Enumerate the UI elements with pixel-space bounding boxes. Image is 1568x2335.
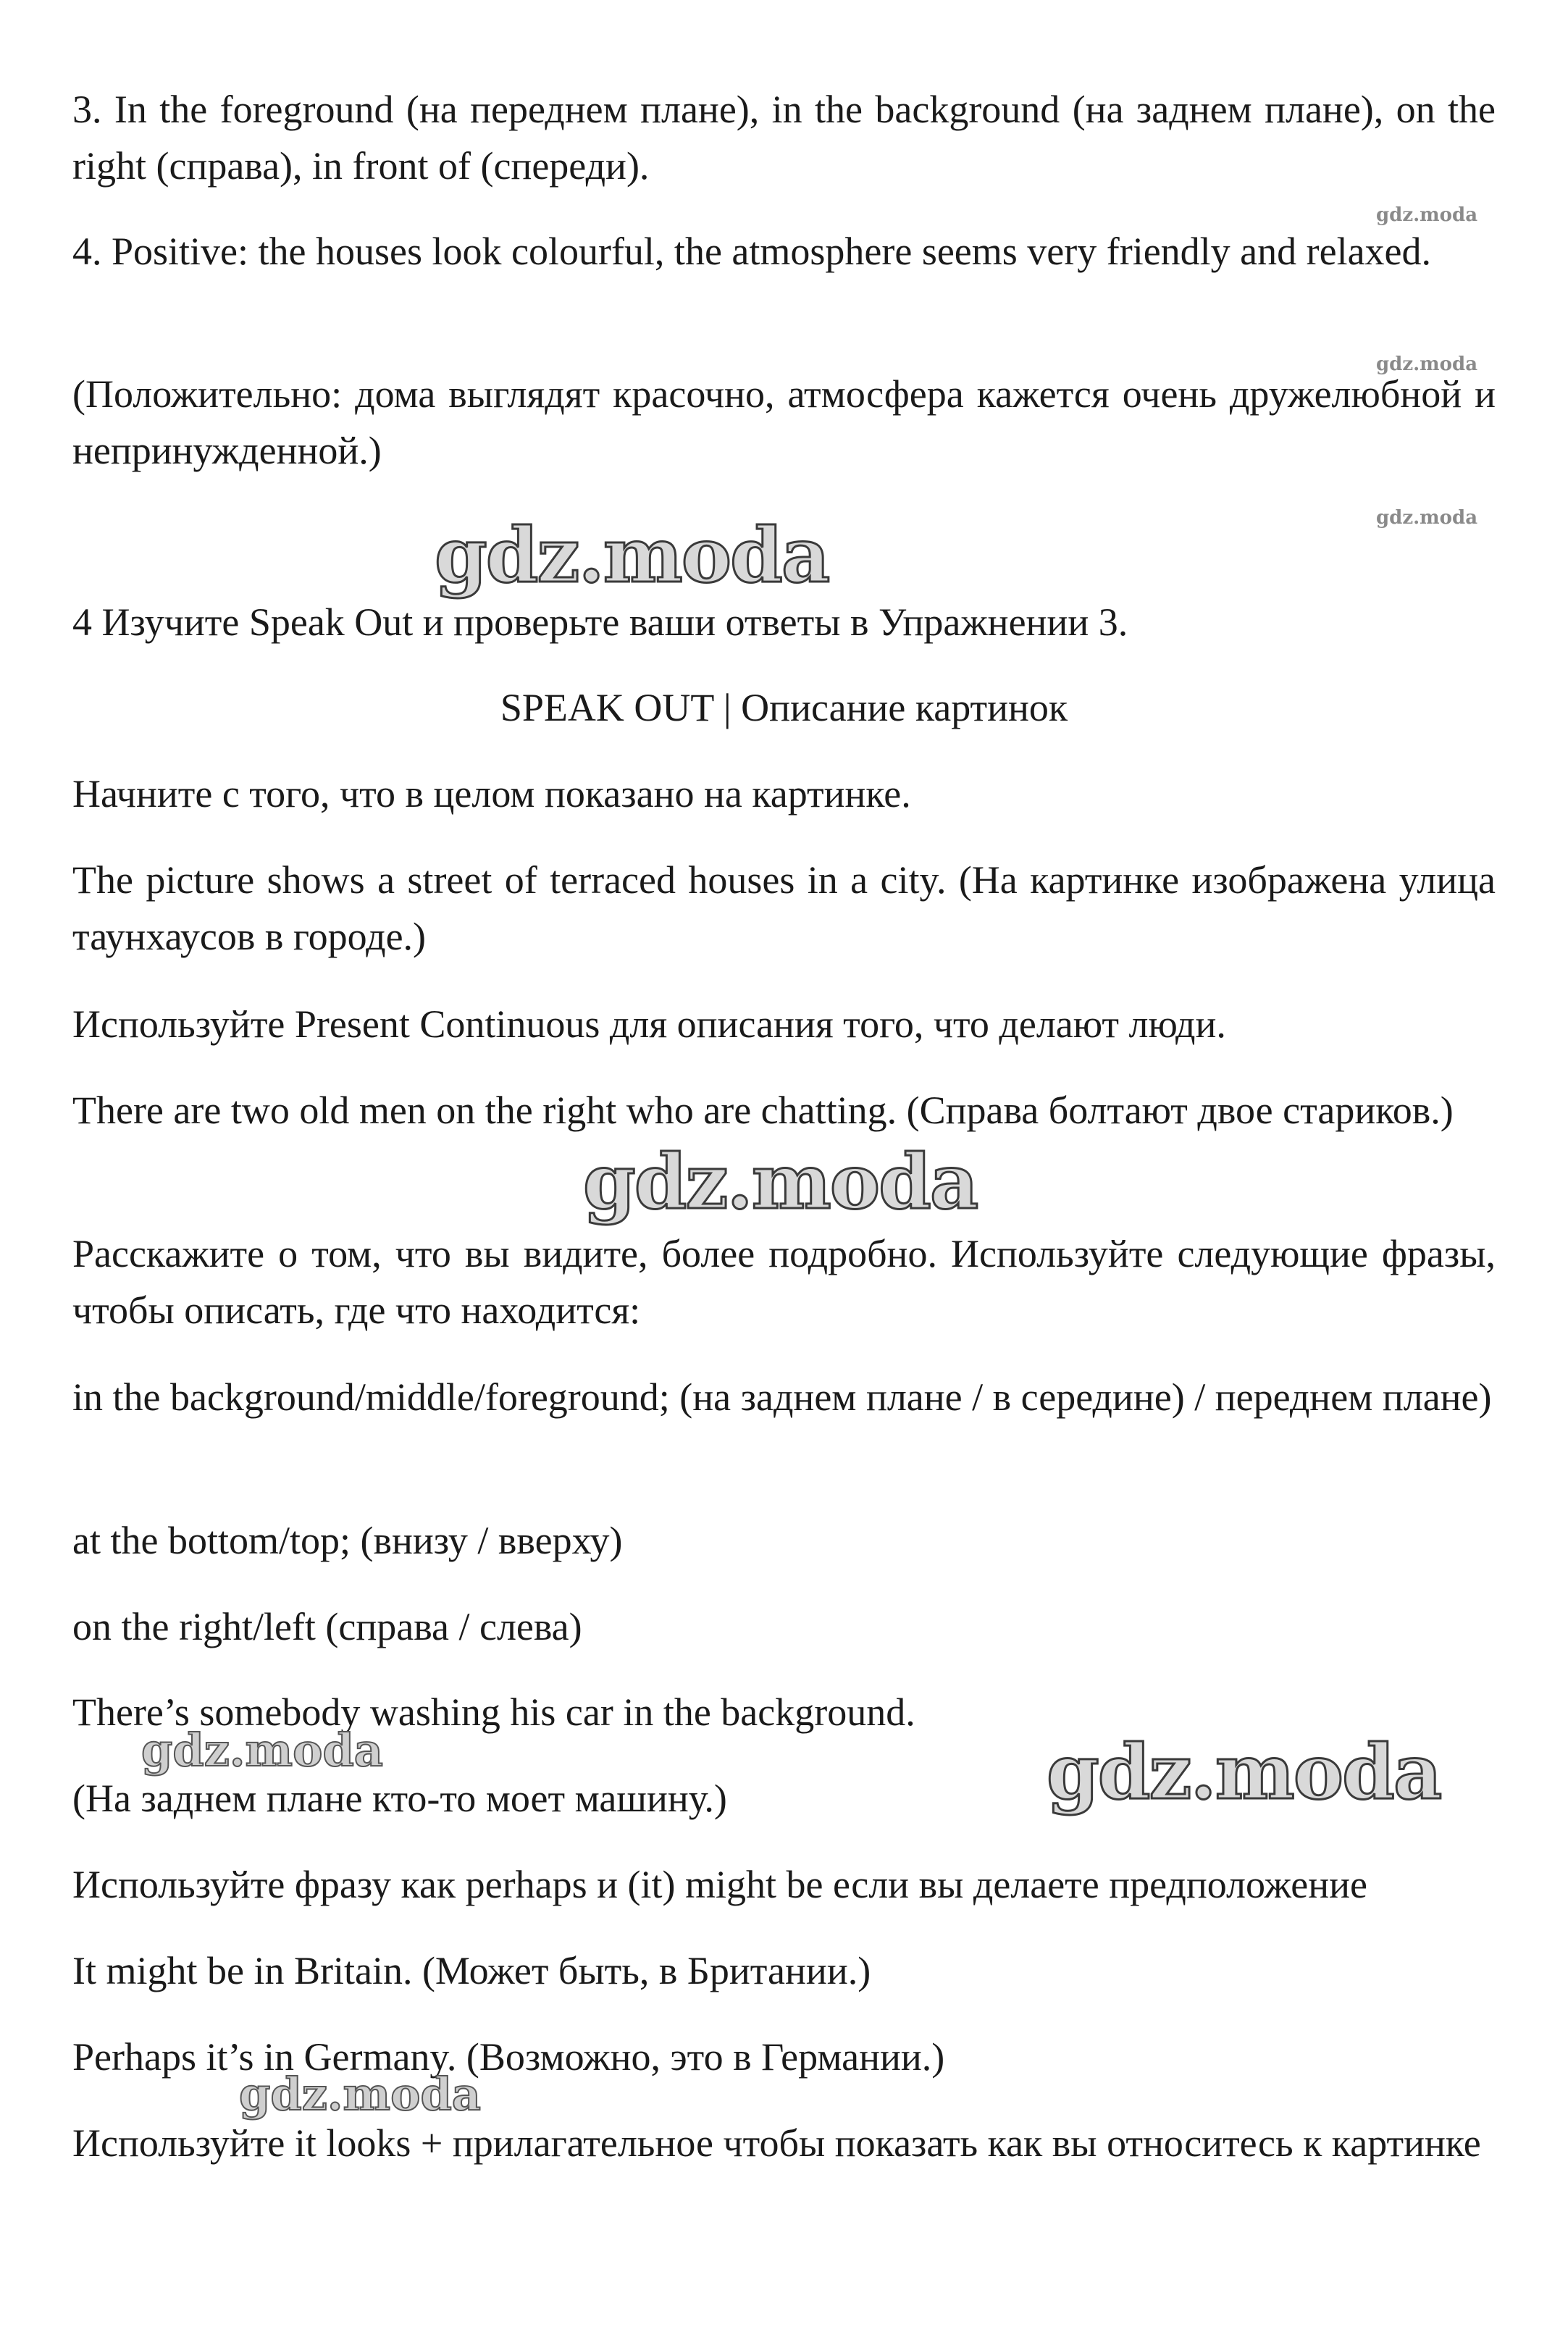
paragraph-exercise-4-answer: 4. Positive: the houses look colourful, the atmosphere seems very friendly and relaxed.	[72, 230, 1432, 273]
paragraph-germany: Perhaps it’s in Germany. (Возможно, это в Германии.)	[72, 2035, 945, 2079]
paragraph-bottom-top: at the bottom/top; (внизу / вверху)	[72, 1519, 623, 1562]
speak-out-heading: SPEAK OUT | Описание картинок	[500, 686, 1068, 729]
watermark-small: gdz.moda	[1376, 353, 1478, 375]
paragraph-exercise-4-translation: (Положительно: дома выглядят красочно, атмосфера кажется очень дружелюбной и непринужденной.)	[72, 372, 1496, 472]
watermark-small: gdz.moda	[1376, 507, 1478, 529]
watermark-large: gdz.moda	[1047, 1727, 1441, 1816]
watermark-small: gdz.moda	[1376, 204, 1478, 226]
paragraph-washing-car: There’s somebody washing his car in the background.	[72, 1690, 915, 1734]
paragraph-right-left: on the right/left (справа / слева)	[72, 1605, 582, 1648]
paragraph-perhaps-might: Используйте фразу как perhaps и (it) might be если вы делаете предположение	[72, 1863, 1367, 1906]
paragraph-task-4: 4 Изучите Speak Out и проверьте ваши ответы в Упражнении 3.	[72, 600, 1128, 644]
paragraph-it-looks: Используйте it looks + прилагательное чтобы показать как вы относитесь к картинке	[72, 2121, 1481, 2165]
paragraph-present-continuous: Используйте Present Continuous для описания того, что делают люди.	[72, 1002, 1226, 1046]
paragraph-washing-car-translation: (На заднем плане кто-то моет машину.)	[72, 1777, 727, 1820]
paragraph-picture-shows: The picture shows a street of terraced houses in a city. (На картинке изображена улица таунхаусов в городе.)	[72, 858, 1496, 958]
paragraph-two-old-men: There are two old men on the right who are chatting. (Справа болтают двое стариков.)	[72, 1089, 1454, 1132]
paragraph-background-phrases: in the background/middle/foreground; (на заднем плане / в середине) / переднем плане)	[72, 1375, 1492, 1419]
paragraph-exercise-3-answer: 3. In the foreground (на переднем плане), in the background (на заднем плане), on the right (справа), in front of (спереди).	[72, 88, 1496, 188]
watermark-large: gdz.moda	[583, 1137, 978, 1226]
paragraph-describe-detail: Расскажите о том, что вы видите, более подробно. Используйте следующие фразы, чтобы описать, где что находится:	[72, 1232, 1496, 1332]
paragraph-britain: It might be in Britain. (Может быть, в Британии.)	[72, 1949, 871, 1992]
paragraph-start-general: Начните с того, что в целом показано на картинке.	[72, 772, 911, 816]
watermark-large: gdz.moda	[435, 511, 829, 600]
watermark-medium: gdz.moda	[141, 1724, 383, 1777]
watermark-medium: gdz.moda	[239, 2068, 481, 2121]
